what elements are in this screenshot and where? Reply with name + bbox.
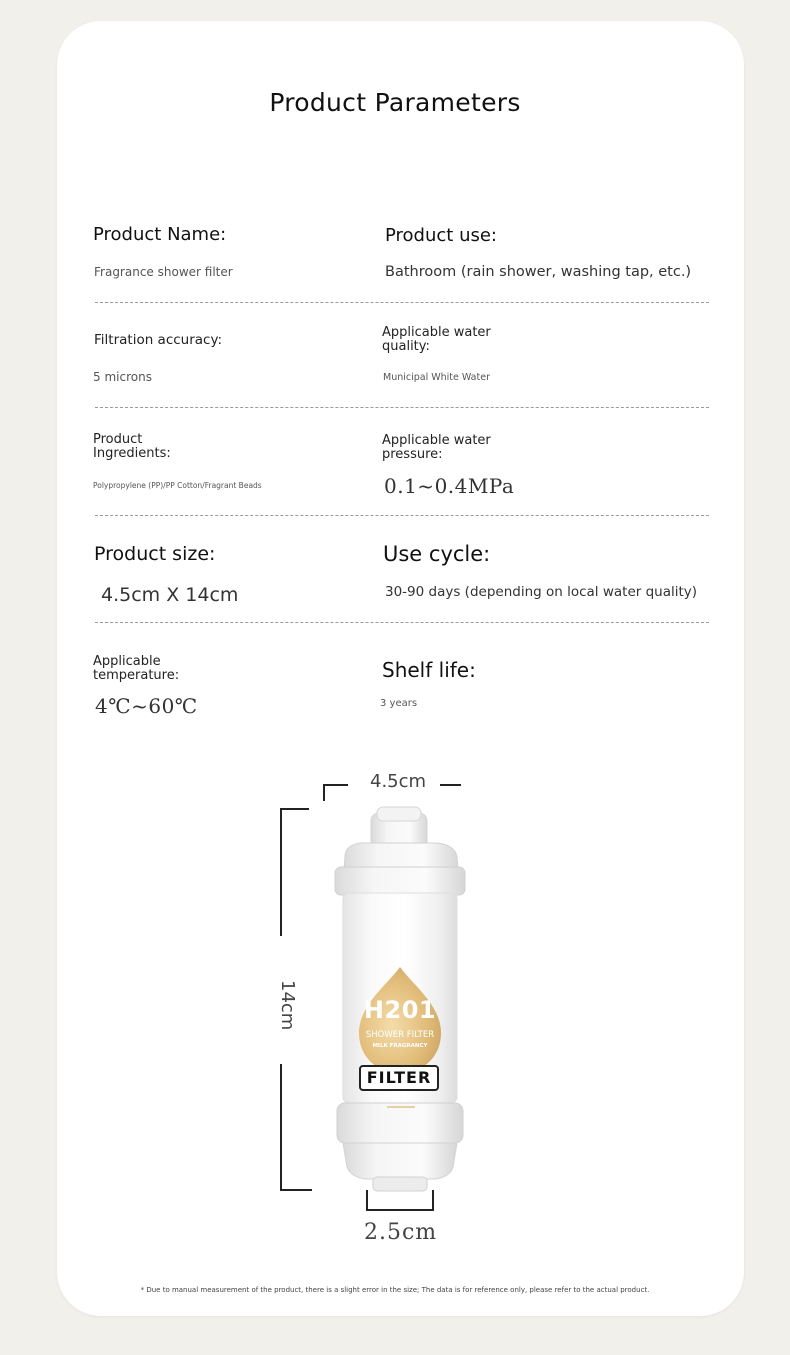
filtration-accuracy-value: 5 microns: [93, 370, 152, 384]
height-dimension-line-top: [280, 808, 282, 936]
product-size-label: Product size:: [94, 543, 216, 565]
height-dimension-line-bottom: [280, 1064, 282, 1191]
height-dimension-tick-bottom: [280, 1189, 312, 1191]
width-dimension-line-left: [323, 784, 348, 786]
product-name-label: Product Name:: [93, 224, 227, 245]
water-quality-label: Applicable water quality:: [382, 325, 491, 354]
product-name-value: Fragrance shower filter: [94, 265, 233, 279]
use-cycle-label: Use cycle:: [383, 542, 491, 566]
width-dimension-label: 4.5cm: [370, 771, 427, 792]
product-use-value: Bathroom (rain shower, washing tap, etc.): [385, 264, 692, 280]
row-divider: [95, 622, 709, 623]
row-divider: [95, 515, 709, 516]
footnote: * Due to manual measurement of the product, there is a slight error in the size; The data is for reference only, please refer to the actual product.: [140, 1286, 650, 1294]
product-size-value: 4.5cm X 14cm: [101, 584, 239, 606]
badge-line1: SHOWER FILTER: [365, 1030, 435, 1040]
temperature-label: Applicable temperature:: [93, 654, 180, 683]
badge-code: H201: [363, 996, 437, 1024]
row-divider: [95, 407, 709, 408]
shelf-life-label: Shelf life:: [382, 658, 476, 682]
shelf-life-value: 3 years: [380, 698, 418, 709]
product-use-label: Product use:: [385, 225, 497, 246]
height-dimension-label: 14cm: [277, 980, 298, 1031]
water-pressure-label: Applicable water pressure:: [382, 433, 491, 462]
temperature-value: 4℃~60℃: [95, 694, 198, 718]
ingredients-label: Product Ingredients:: [93, 432, 171, 461]
badge-line2: MILK FRAGRANCY: [372, 1043, 428, 1049]
width-dimension-line-right: [440, 784, 461, 786]
outlet-dimension-line: [366, 1209, 434, 1211]
ingredients-value: Polypropylene (PP)/PP Cotton/Fragrant Beads: [93, 481, 262, 490]
water-quality-value: Municipal White Water: [383, 372, 490, 383]
use-cycle-value: 30-90 days (depending on local water quality): [385, 584, 698, 600]
row-divider: [95, 302, 709, 303]
filter-label: FILTER: [366, 1068, 432, 1087]
filtration-accuracy-label: Filtration accuracy:: [94, 332, 223, 348]
outlet-dimension-label: 2.5cm: [364, 1220, 438, 1245]
page-title: Product Parameters: [269, 88, 521, 117]
width-dimension-tick-left: [323, 784, 325, 801]
water-pressure-value: 0.1~0.4MPa: [384, 474, 515, 498]
height-dimension-tick-top: [280, 808, 309, 810]
